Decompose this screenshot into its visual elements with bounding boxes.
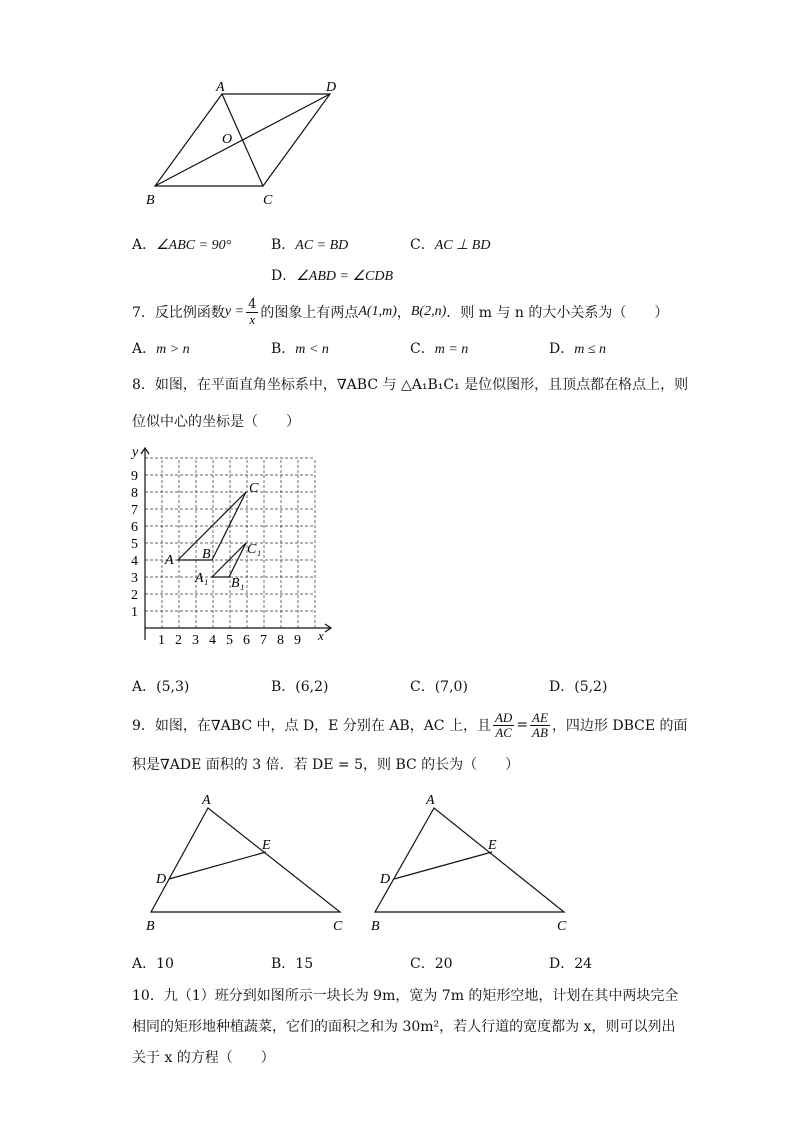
center-O-label: O: [222, 132, 233, 147]
q8-option-b[interactable]: B．(6,2): [271, 679, 329, 695]
point-C1-label: C₁: [247, 542, 262, 557]
parallelogram-figure: [130, 75, 360, 210]
q6-option-b[interactable]: B．AC = BD: [271, 237, 349, 253]
left-D-label: D: [156, 872, 167, 887]
q9-option-d[interactable]: D．24: [549, 956, 593, 972]
x-tick-label: 9: [294, 633, 301, 645]
left-B-label: B: [146, 919, 155, 934]
x-tick-label: 1: [158, 633, 165, 645]
q9-option-a[interactable]: A．10: [132, 956, 174, 972]
x-tick-label: 4: [209, 633, 216, 645]
question-9-line2: 积是∇ADE 面积的 3 倍．若 DE = 5，则 BC 的长为（ ）: [132, 757, 520, 773]
q8-option-d[interactable]: D．(5,2): [549, 679, 608, 695]
right-B-label: B: [371, 919, 380, 934]
x-axis-label: x: [318, 628, 324, 643]
y-axis-label: y: [132, 445, 139, 460]
y-tick-label: 1: [131, 605, 138, 620]
triangle-figure-left: [140, 790, 360, 940]
q6-option-c[interactable]: C．AC ⊥ BD: [410, 237, 491, 253]
point-B-label: B: [202, 547, 211, 562]
point-A1-label: A₁: [195, 571, 209, 586]
x-tick-label: 8: [277, 633, 284, 645]
x-tick-label: 2: [175, 633, 182, 645]
q7-option-a[interactable]: A．m > n: [132, 341, 190, 357]
question-9-line1: 9．如图，在∇ABC 中，点 D，E 分别在 AB，AC 上，且 $\frac{AD}{AC}$ = $\frac{AE}{AB}$ ，四边形 DBCE 的面: [132, 709, 688, 740]
question-10-line1: 10．九（1）班分到如图所示一块长为 9m，宽为 7m 的矩形空地，计划在其中两块完全: [132, 988, 679, 1004]
q7-option-c[interactable]: C．m = n: [410, 341, 469, 357]
q8-option-c[interactable]: C．(7,0): [410, 679, 468, 695]
left-C-label: C: [333, 919, 343, 934]
q9-option-c[interactable]: C．20: [410, 956, 453, 972]
x-tick-label: 7: [260, 633, 267, 645]
fraction-4-over-x: $\frac{4}{x}$: [248, 296, 257, 327]
x-tick-label: 5: [226, 633, 233, 645]
q9-option-b[interactable]: B．15: [271, 956, 314, 972]
right-D-label: D: [380, 872, 391, 887]
left-A-label: A: [202, 793, 211, 808]
y-tick-label: 6: [131, 520, 138, 535]
y-tick-label: 2: [131, 588, 138, 603]
q6-option-d[interactable]: D．∠ABD = ∠CDB: [271, 268, 393, 284]
point-B1-label: B₁: [231, 576, 245, 591]
vertex-D-label: D: [326, 80, 337, 95]
y-tick-label: 7: [131, 503, 138, 518]
x-tick-label: 3: [192, 633, 199, 645]
y-tick-label: 3: [131, 571, 138, 586]
x-tick-label: 6: [243, 633, 250, 645]
question-8-line1: 8．如图，在平面直角坐标系中，∇ABC 与 △A₁B₁C₁ 是位似图形，且顶点都在格点上，则: [132, 377, 689, 393]
vertex-C-label: C: [263, 193, 273, 208]
right-E-label: E: [488, 838, 497, 853]
q6-option-a[interactable]: A．∠ABC = 90°: [132, 237, 232, 253]
y-tick-label: 8: [131, 486, 138, 501]
question-10-line3: 关于 x 的方程（ ）: [132, 1050, 275, 1066]
left-E-label: E: [262, 838, 271, 853]
triangle-figure-right: [362, 790, 582, 940]
question-7-text: 7．反比例函数 y = $\frac{4}{x}$ 的图象上有两点 A(1,m) ， B(2,n) ．则 m 与 n 的大小关系为（ ）: [132, 296, 669, 327]
q8-option-a[interactable]: A．(5,3): [132, 679, 190, 695]
y-tick-label: 5: [131, 537, 138, 552]
vertex-B-label: B: [146, 193, 155, 208]
q7-option-d[interactable]: D．m ≤ n: [549, 341, 607, 357]
question-8-line2: 位似中心的坐标是（ ）: [132, 414, 300, 430]
point-C-label: C: [249, 481, 259, 496]
coordinate-grid-figure: [125, 440, 340, 645]
right-A-label: A: [426, 793, 435, 808]
question-10-line2: 相同的矩形地种植蔬菜，它们的面积之和为 30m²，若人行道的宽度都为 x，则可以列出: [132, 1019, 676, 1035]
point-A-label: A: [165, 553, 174, 568]
y-tick-label: 9: [131, 469, 138, 484]
q7-option-b[interactable]: B．m < n: [271, 341, 329, 357]
vertex-A-label: A: [216, 80, 225, 95]
y-tick-label: 4: [131, 554, 138, 569]
right-C-label: C: [557, 919, 567, 934]
